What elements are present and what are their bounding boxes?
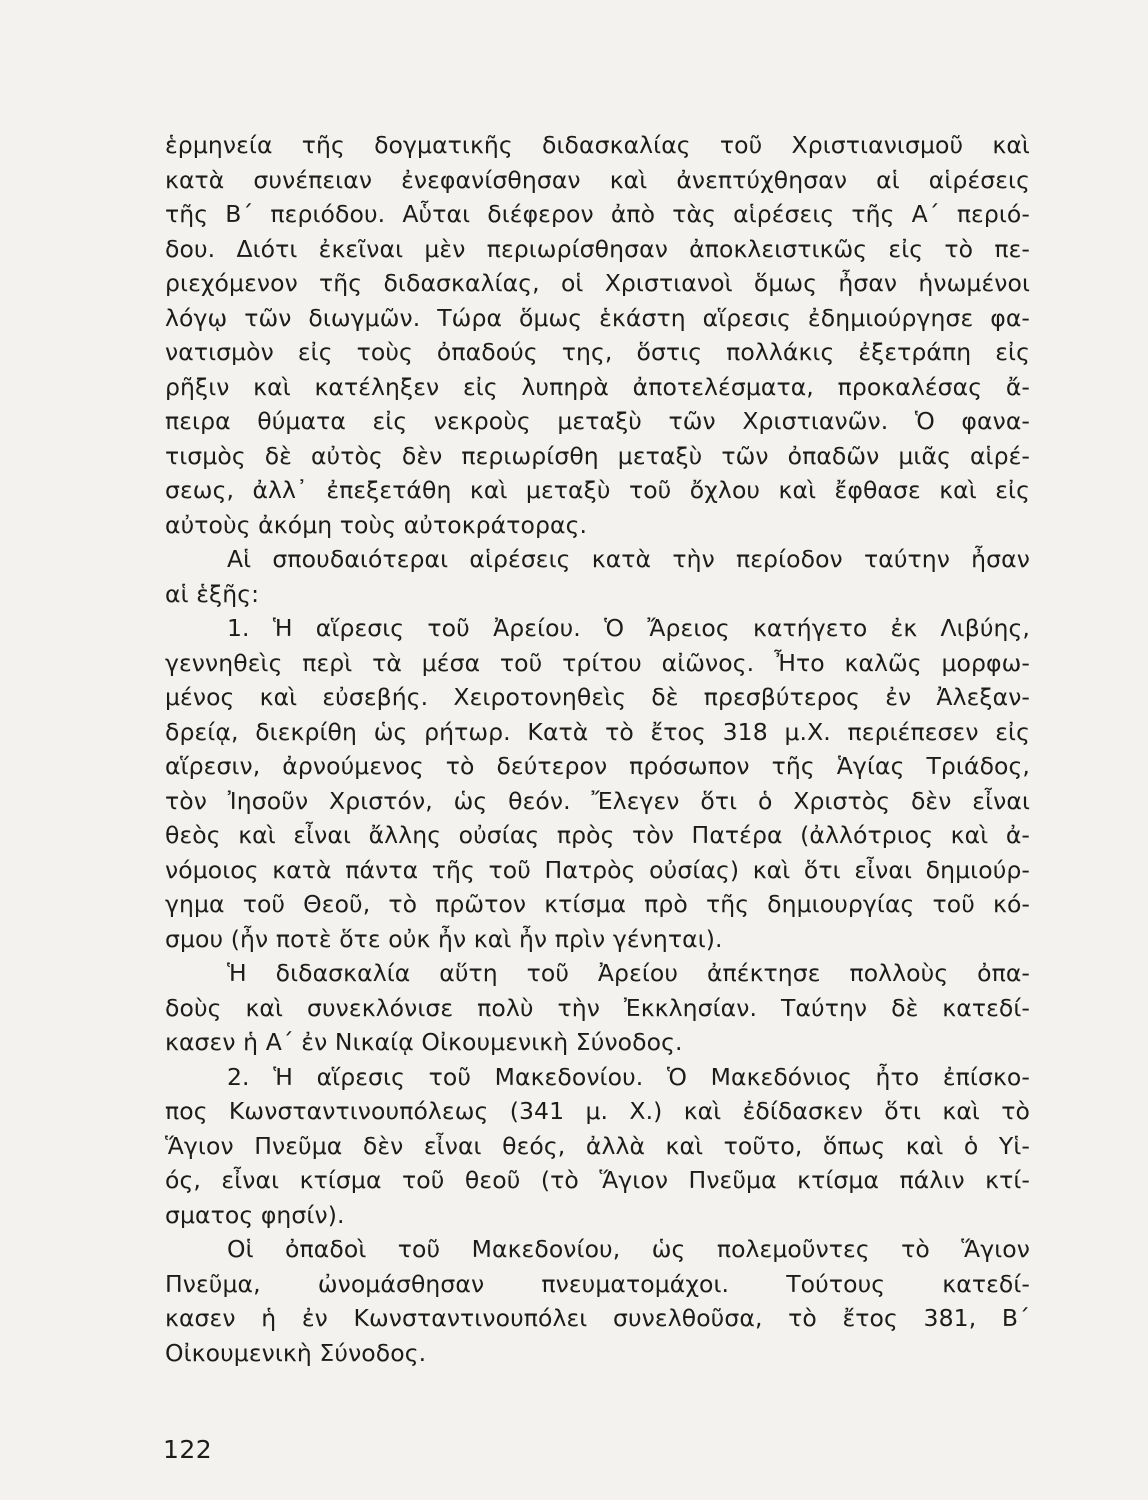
text-line: Αἱ σπουδαιότεραι αἱρέσεις κατὰ τὴν περίοδον ταύτην ἦσαν — [227, 545, 1030, 573]
text-line: 2. Ἡ αἵρεσις τοῦ Μακεδονίου. Ὁ Μακεδόνιος ἦτο ἐπίσκο- — [227, 1062, 1030, 1091]
text-line: κατὰ συνέπειαν ἐνεφανίσθησαν καὶ ἀνεπτύχθησαν αἱ αἱρέσεις — [165, 165, 1030, 194]
text-line: Οἰκουμενικὴ Σύνοδος. — [165, 1338, 427, 1367]
text-line: δρείᾳ, διεκρίθη ὡς ρήτωρ. Κατὰ τὸ ἔτος 318 μ.Χ. περιέπεσεν εἰς — [165, 717, 1030, 746]
body-text — [165, 128, 1030, 1370]
text-line: θεὸς καὶ εἶναι ἄλλης οὐσίας πρὸς τὸν Πατέρα (ἀλλότριος καὶ ἀ- — [165, 821, 1030, 849]
text-line: τὸν Ἰησοῦν Χριστόν, ὡς θεόν. Ἔλεγεν ὅτι ὁ Χριστὸς δὲν εἶναι — [165, 786, 1030, 815]
text-line: τῆς Β΄ περιόδου. Αὗται διέφερον ἀπὸ τὰς αἱρέσεις τῆς Α΄ περιό- — [165, 200, 1030, 228]
text-line: δου. Διότι ἐκεῖναι μὲν περιωρίσθησαν ἀποκλειστικῶς εἰς τὸ πε- — [165, 234, 1030, 263]
text-line: μένος καὶ εὐσεβής. Χειροτονηθεὶς δὲ πρεσβύτερος ἐν Ἀλεξαν- — [165, 683, 1030, 711]
text-line: πειρα θύματα εἰς νεκροὺς μεταξὺ τῶν Χριστιανῶν. Ὁ φανα- — [165, 407, 1030, 435]
text-line: λόγῳ τῶν διωγμῶν. Τώρα ὅμως ἑκάστη αἵρεσις ἐδημιούργησε φα- — [165, 303, 1030, 332]
text-line: σματος φησίν). — [165, 1200, 345, 1229]
page-number: 122 — [163, 1435, 213, 1464]
text-line: ός, εἶναι κτίσμα τοῦ θεοῦ (τὸ Ἅγιον Πνεῦμα κτίσμα πάλιν κτί- — [165, 1166, 1030, 1194]
text-line: τισμὸς δὲ αὐτὸς δὲν περιωρίσθη μεταξὺ τῶν ὀπαδῶν μιᾶς αἱρέ- — [165, 441, 1030, 470]
text-line: νατισμὸν εἰς τοὺς ὀπαδούς της, ὅστις πολλάκις ἐξετράπη εἰς — [165, 338, 1030, 366]
text-line: σμου (ἦν ποτὲ ὅτε οὐκ ἦν καὶ ἦν πρὶν γένηται). — [165, 924, 723, 953]
text-line: αἵρεσιν, ἀρνούμενος τὸ δεύτερον πρόσωπον τῆς Ἁγίας Τριάδος, — [165, 752, 1030, 780]
text-line: νόμοιος κατὰ πάντα τῆς τοῦ Πατρὸς οὐσίας) καὶ ὅτι εἶναι δημιούρ- — [165, 855, 1030, 884]
text-line: Ἡ διδασκαλία αὕτη τοῦ Ἀρείου ἀπέκτησε πολλοὺς ὀπα- — [227, 959, 1030, 987]
text-line: σεως, ἀλλ᾽ ἐπεξετάθη καὶ μεταξὺ τοῦ ὄχλου καὶ ἔφθασε καὶ εἰς — [165, 476, 1030, 504]
text-line: γημα τοῦ Θεοῦ, τὸ πρῶτον κτίσμα πρὸ τῆς δημιουργίας τοῦ κό- — [165, 890, 1030, 918]
text-line: ἑρμηνεία τῆς δογματικῆς διδασκαλίας τοῦ Χριστιανισμοῦ καὶ — [165, 131, 1030, 159]
text-line: Ἅγιον Πνεῦμα δὲν εἶναι θεός, ἀλλὰ καὶ τοῦτο, ὅπως καὶ ὁ Υἱ- — [165, 1131, 1030, 1160]
text-line: δοὺς καὶ συνεκλόνισε πολὺ τὴν Ἐκκλησίαν. Ταύτην δὲ κατεδί- — [165, 993, 1030, 1022]
text-line: Πνεῦμα, ὠνομάσθησαν πνευματομάχοι. Τούτους κατεδί- — [165, 1269, 1030, 1298]
text-line: 1. Ἡ αἵρεσις τοῦ Ἀρείου. Ὁ Ἄρειος κατήγετο ἐκ Λιβύης, — [227, 614, 1030, 642]
text-line: αὐτοὺς ἀκόμη τοὺς αὐτοκράτορας. — [165, 510, 588, 539]
text-line: γεννηθεὶς περὶ τὰ μέσα τοῦ τρίτου αἰῶνος. Ἦτο καλῶς μορφω- — [165, 648, 1030, 677]
text-line: κασεν ἡ ἐν Κωνσταντινουπόλει συνελθοῦσα, τὸ ἔτος 381, Β΄ — [165, 1304, 1030, 1332]
text-line: ριεχόμενον τῆς διδασκαλίας, οἱ Χριστιανοὶ ὅμως ἦσαν ἡνωμένοι — [165, 269, 1030, 297]
text-line: αἱ ἑξῆς: — [165, 579, 260, 608]
text-line: κασεν ἡ Α΄ ἐν Νικαίᾳ Οἰκουμενικὴ Σύνοδος. — [165, 1028, 683, 1056]
text-line: πος Κωνσταντινουπόλεως (341 μ. Χ.) καὶ ἐδίδασκεν ὅτι καὶ τὸ — [165, 1097, 1030, 1125]
text-line: ρῆξιν καὶ κατέληξεν εἰς λυπηρὰ ἀποτελέσματα, προκαλέσας ἄ- — [165, 372, 1030, 401]
text-line: Οἱ ὀπαδοὶ τοῦ Μακεδονίου, ὡς πολεμοῦντες τὸ Ἅγιον — [227, 1235, 1030, 1263]
